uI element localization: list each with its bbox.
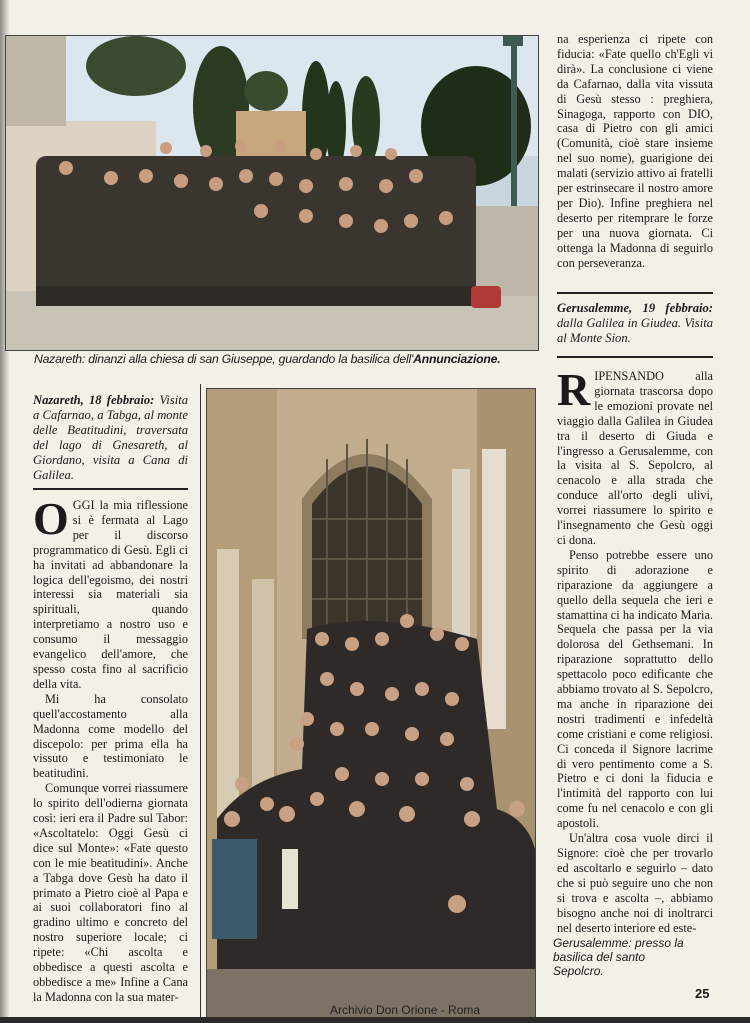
right-top-rule — [557, 292, 713, 294]
left-paragraph-1-text: GGI la mia riflessione si è fermata al Lago per il discorso programmatico di Gesù. Egli ci ha invitati ad abbandonare la logica dell'egoismo, dei nostri interessi sia materiali sia spirituali, quando interpretiamo a nostro uso e consumo il messaggio evangelico dell'amore, che spesso costa fino al sacrificio della vita. — [33, 498, 188, 691]
photo-nazareth-caption — [34, 352, 554, 366]
column-divider-left — [200, 384, 201, 1018]
left-header-date: Nazareth, 18 febbraio: — [33, 393, 155, 407]
left-header-rule — [33, 488, 188, 490]
left-header — [33, 393, 188, 483]
left-paragraph-1 — [33, 493, 188, 692]
right-header-date: Gerusalemme, 19 febbraio: — [557, 301, 713, 315]
right-header — [557, 301, 713, 346]
right-paragraph-1 — [557, 364, 713, 548]
left-column — [33, 393, 188, 483]
left-dropcap: O — [33, 493, 69, 544]
right-header-rest: dalla Galilea in Giudea. Visita al Monte Sion. — [557, 316, 713, 345]
page-number: 25 — [695, 986, 710, 1001]
right-column-top — [557, 32, 713, 271]
right-header-block — [557, 301, 713, 346]
right-paragraph-1-text: IPENSANDO alla giornata trascorsa dopo le emozioni provate nel viaggio dalla Galilea in Giudea tra il deserto di Giuda e l'ingresso a Gerusalemme, con la visita al S. Sepolcro, al cenacolo e alla strada che conduce all'orto degli ulivi, vorrei riassumere lo spirito e l'insegnamento che Gesù oggi ci dona. — [557, 369, 713, 547]
left-paragraph-2: Mi ha consolato quell'accostamento alla Madonna come modello del discepolo: per prima ella ha vissuto e testimoniato le beatitudini. — [33, 691, 188, 781]
right-paragraph-top: na esperienza ci ripete con fiducia: «Fate quello ch'Egli vi dirà». La conclusione ci viene da Cafarnao, dalla vita vissuta di Gesù stesso : preghiera, Sinagoga, rapporto con DIO, casa di Pietro con gli amici (Comunità, cioè stare insieme nel suo nome), guarigione dei malati (servizio attivo ai fratelli per estrinsecare il nostro amore per Dio). Infine preghiera nel deserto per ritemprare le forze per una nuova giornata. Ci ottenga la Madonna di seguirlo con perseveranza. — [557, 32, 713, 270]
right-column-body — [557, 364, 713, 935]
right-dropcap: R — [557, 364, 591, 415]
left-paragraph-3: Comunque vorrei riassumere lo spirito dell'odierna giornata così: ieri era il Padre sul Tabor: «Ascoltatelo: Oggi Gesù ci dice sul Monte»: «Fate questo con le mie beatitudini». Anche a Tabga dove Gesù ha dato il primato a Pietro cioè al Papa e ai suoi collaboratori fino al gradino ultimo e concreto del nostro superiore locale; ci ripete: «Chi ascolta e obbedisce a questi ascolta e obbedisce a me» Infine a Cana la Madonna con la sua mater- — [33, 781, 188, 1004]
scan-bottom-edge — [0, 1017, 750, 1023]
left-column-body — [33, 493, 188, 1005]
caption-emphasis: Annunciazione. — [413, 352, 501, 366]
right-header-rule — [557, 356, 713, 358]
photo-sepulchre-caption: Gerusalemme: presso la basilica del santo Sepolcro. — [553, 936, 684, 978]
photo-sepulchre-group — [206, 388, 536, 1018]
left-header-rest: Visita a Cafarnao, a Tabga, al monte delle Beatitudini, traversata del lago di Gnesareth, al Giordano, visita a Cana di Galilea. — [33, 393, 188, 482]
right-paragraph-2: Penso potrebbe essere uno spirito di adorazione e riparazione da aggiungere a quello della sequela che ieri e stamattina ci ha indicato Maria. Sequela che passa per la via dolorosa del Gethsemani. In riparazione soprattutto dello spettacolo poco edificante che abbiamo trovato al S. Sepolcro, ma anche in riparazione dei nostri tradimenti e infedeltà come cristiani e come religiosi. Ci conceda il Signore lacrime di vero pentimento come a S. Pietro e ci doni la fiducia e l'intimità del rapporto con lui come fu nel cenacolo e con gli apostoli. — [557, 547, 713, 831]
right-paragraph-3: Un'altra cosa vuole dirci il Signore: cioè che per trovarlo ed ascoltarlo e seguirlo – dato che si può seguire uno che non si trova e ascolta –, abbiamo bisogno anche noi di inoltrarci nel deserto interiore ed este- — [557, 831, 713, 935]
photo-nazareth-group — [5, 35, 539, 351]
archive-watermark: Archivio Don Orione - Roma — [330, 1003, 481, 1017]
caption-text: Nazareth: dinanzi alla chiesa di san Giuseppe, guardando la basilica dell' — [34, 352, 414, 366]
